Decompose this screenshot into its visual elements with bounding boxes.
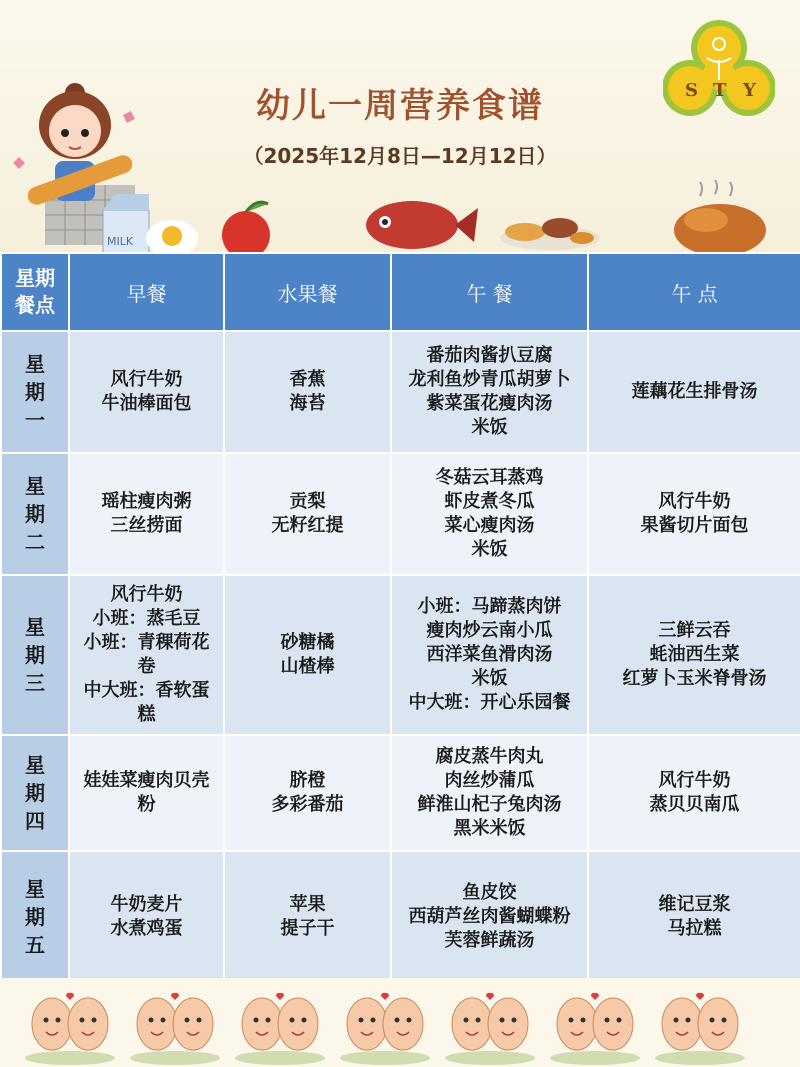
- menu-item: 中大班：开心乐园餐: [408, 692, 571, 713]
- column-header-fruit: 水果餐: [224, 253, 391, 331]
- day-label: 星期二: [25, 474, 45, 554]
- snack-cell: [588, 331, 800, 453]
- menu-item: 牛油棒面包: [101, 393, 192, 414]
- fried-egg-icon: [146, 220, 198, 256]
- menu-item: 腐皮蒸牛肉丸: [435, 746, 544, 767]
- fruit-cell: [224, 851, 391, 983]
- menu-item: 西洋菜鱼滑肉汤: [426, 644, 553, 665]
- menu-item: 蒸贝贝南瓜: [649, 794, 740, 815]
- menu-item: 红萝卜玉米脊骨汤: [622, 668, 767, 689]
- egg-couple-icon: [235, 993, 325, 1065]
- menu-item: 山楂棒: [280, 656, 335, 677]
- menu-item: 风行牛奶: [110, 584, 183, 605]
- column-header-snack: 午 点: [588, 253, 800, 331]
- day-label: 星期三: [25, 615, 45, 695]
- day-cell: [1, 851, 69, 983]
- menu-item: 娃娃菜瘦肉贝壳粉: [83, 770, 210, 815]
- day-label: 星期一: [25, 352, 45, 432]
- menu-item: 瑶柱瘦肉粥: [101, 491, 192, 512]
- menu-item: 米饭: [471, 417, 508, 438]
- table-row: [1, 735, 800, 851]
- food-illustrations: [0, 180, 800, 260]
- fruit-cell: [224, 575, 391, 735]
- menu-item: 西葫芦丝肉酱蝴蝶粉: [408, 906, 571, 927]
- footer-decoration: [0, 978, 800, 1067]
- day-cell: [1, 735, 69, 851]
- corner-bottom-label: 餐点: [15, 293, 55, 317]
- svg-text:S: S: [685, 80, 698, 101]
- egg-couple-icon: [340, 993, 430, 1065]
- table-header-row: [1, 253, 800, 331]
- menu-item: 三丝捞面: [110, 515, 183, 536]
- lunch-cell: [391, 851, 588, 983]
- svg-text:MILK: MILK: [107, 235, 134, 248]
- day-label: 星期四: [25, 753, 45, 833]
- menu-item: 米饭: [471, 668, 508, 689]
- milk-carton-icon: [103, 194, 149, 255]
- egg-couple-icon: [130, 993, 220, 1065]
- table-row: [1, 851, 800, 983]
- breakfast-cell: [69, 575, 224, 735]
- menu-item: 风行牛奶: [110, 369, 183, 390]
- breakfast-cell: [69, 735, 224, 851]
- fruit-cell: [224, 735, 391, 851]
- lunch-cell: [391, 735, 588, 851]
- snack-cell: [588, 851, 800, 983]
- menu-item: 风行牛奶: [658, 491, 731, 512]
- menu-item: 无籽红提: [271, 515, 344, 536]
- lunch-cell: [391, 575, 588, 735]
- menu-item: 莲藕花生排骨汤: [631, 381, 758, 402]
- fish-icon: [366, 201, 478, 249]
- svg-text:Y: Y: [743, 80, 756, 101]
- menu-item: 苹果: [289, 894, 326, 915]
- menu-item: 果酱切片面包: [640, 515, 749, 536]
- pastry-plate-icon: [500, 218, 600, 250]
- egg-couple-icon: [550, 993, 640, 1065]
- menu-item: 贡梨: [289, 491, 326, 512]
- egg-couple-icon: [655, 993, 745, 1065]
- menu-item: 番茄肉酱扒豆腐: [426, 345, 553, 366]
- menu-item: 鲜淮山杞子兔肉汤: [417, 794, 562, 815]
- menu-item: 小班：马蹄蒸肉饼: [417, 596, 562, 617]
- menu-item: 牛奶麦片: [110, 894, 183, 915]
- fruit-cell: [224, 453, 391, 575]
- snack-cell: [588, 575, 800, 735]
- apple-icon: [222, 202, 270, 259]
- menu-item: 海苔: [289, 393, 326, 414]
- menu-item: 脐橙: [289, 770, 326, 791]
- corner-header: [1, 253, 69, 331]
- menu-item: 提子干: [280, 918, 335, 939]
- table-row: [1, 575, 800, 735]
- fruit-cell: [224, 331, 391, 453]
- table-row: [1, 331, 800, 453]
- breakfast-cell: [69, 331, 224, 453]
- column-header-lunch: 午 餐: [391, 253, 588, 331]
- menu-item: 维记豆浆: [658, 894, 731, 915]
- page-title: 幼儿一周营养食谱: [256, 86, 544, 126]
- menu-item: 中大班：香软蛋糕: [83, 680, 210, 725]
- snack-cell: [588, 453, 800, 575]
- menu-item: 肉丝炒蒲瓜: [444, 770, 535, 791]
- menu-item: 紫菜蛋花瘦肉汤: [426, 393, 553, 414]
- menu-item: 龙利鱼炒青瓜胡萝卜: [408, 369, 571, 390]
- menu-item: 多彩番茄: [271, 794, 344, 815]
- egg-couple-icon: [445, 993, 535, 1065]
- lunch-cell: [391, 331, 588, 453]
- day-label: 星期五: [25, 877, 45, 957]
- menu-item: 小班：青稞荷花卷: [83, 632, 210, 677]
- menu-item: 虾皮煮冬瓜: [444, 491, 535, 512]
- menu-item: 砂糖橘: [280, 632, 335, 653]
- table-row: [1, 453, 800, 575]
- menu-item: 冬菇云耳蒸鸡: [435, 467, 544, 488]
- day-cell: [1, 331, 69, 453]
- breakfast-cell: [69, 453, 224, 575]
- breakfast-cell: [69, 851, 224, 983]
- menu-item: 香蕉: [289, 369, 326, 390]
- menu-item: 水煮鸡蛋: [110, 918, 183, 939]
- roast-chicken-icon: [674, 180, 766, 256]
- svg-text:T: T: [713, 80, 727, 101]
- menu-item: 鱼皮饺: [462, 882, 517, 903]
- menu-item: 马拉糕: [667, 918, 722, 939]
- day-cell: [1, 453, 69, 575]
- date-range: （2025年12月8日—12月12日）: [243, 144, 557, 168]
- lunch-cell: [391, 453, 588, 575]
- menu-item: 黑米米饭: [453, 818, 526, 839]
- day-cell: [1, 575, 69, 735]
- menu-item: 米饭: [471, 539, 508, 560]
- menu-item: 蚝油西生菜: [649, 644, 740, 665]
- menu-item: 菜心瘦肉汤: [444, 515, 535, 536]
- snack-cell: [588, 735, 800, 851]
- column-header-breakfast: 早餐: [69, 253, 224, 331]
- egg-couple-icon: [25, 993, 115, 1065]
- menu-item: 风行牛奶: [658, 770, 731, 791]
- corner-top-label: 星期: [15, 266, 55, 290]
- menu-item: 芙蓉鲜蔬汤: [444, 930, 535, 951]
- menu-item: 瘦肉炒云南小瓜: [426, 620, 553, 641]
- menu-item: 三鲜云吞: [658, 620, 731, 641]
- menu-table: [0, 252, 800, 984]
- menu-item: 小班：蒸毛豆: [92, 608, 201, 629]
